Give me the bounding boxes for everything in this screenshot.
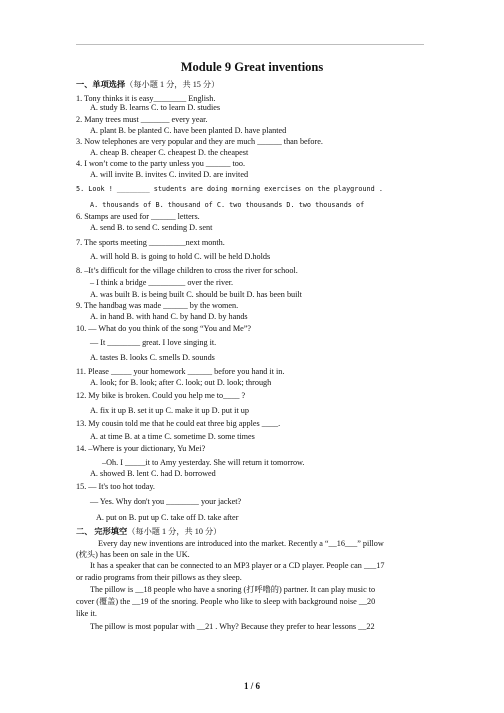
question-14: 14. –Where is your dictionary, Yu Mei? bbox=[76, 444, 206, 453]
question-12: 12. My bike is broken. Could you help me to____ ? bbox=[76, 391, 246, 400]
question-14-reply: –Oh. I _____it to Amy yesterday. She will return it tomorrow. bbox=[102, 458, 305, 467]
question-1: 1. Tony thinks it is easy________ English. bbox=[76, 94, 216, 103]
question-7-options: A. will hold B. is going to hold C. will be held D.holds bbox=[90, 252, 271, 261]
question-8-reply: – I think a bridge _________ over the river. bbox=[90, 278, 234, 287]
question-12-options: A. fix it up B. set it up C. make it up D. put it up bbox=[90, 406, 249, 415]
section-heading-label: 二、 完形填空 bbox=[76, 527, 128, 536]
question-5-options: A. thousands of B. thousand of C. two thousands D. two thousands of bbox=[90, 201, 365, 209]
question-2-options: A. plant B. be planted C. have been planted D. have planted bbox=[90, 126, 287, 135]
question-8-options: A. was built B. is being built C. should be built D. has been built bbox=[90, 290, 302, 299]
passage-line: Every day new inventions are introduced into the market. Recently a “__16___” pillow bbox=[98, 539, 384, 548]
question-4-options: A. will invite B. invites C. invited D. are invited bbox=[90, 170, 249, 179]
question-4: 4. I won’t come to the party unless you ______ too. bbox=[76, 159, 246, 168]
question-11: 11. Please _____ your homework ______ before you hand it in. bbox=[76, 367, 285, 376]
passage-line: cover (覆盖) the __19 of the snoring. People who like to sleep with background noise __20 bbox=[76, 597, 376, 606]
section-heading-label: 一、单项选择 bbox=[76, 80, 126, 89]
question-10-options: A. tastes B. looks C. smells D. sounds bbox=[90, 353, 215, 362]
question-2: 2. Many trees must _______ every year. bbox=[76, 115, 208, 124]
page-title: Module 9 Great inventions bbox=[180, 60, 324, 74]
question-6: 6. Stamps are used for ______ letters. bbox=[76, 212, 200, 221]
question-9-options: A. in hand B. with hand C. by hand D. by hands bbox=[90, 312, 248, 321]
passage-line: like it. bbox=[76, 609, 97, 618]
passage-line: The pillow is __18 people who have a snoring (打呼噜的) partner. It can play music to bbox=[90, 585, 376, 594]
passage-line: The pillow is most popular with __21 . Why? Because they prefer to hear lessons __22 bbox=[90, 622, 375, 631]
page-number: 1 / 6 bbox=[243, 681, 260, 691]
header-rule bbox=[76, 44, 424, 45]
question-14-options: A. showed B. lent C. had D. borrowed bbox=[90, 469, 216, 478]
question-13-options: A. at time B. at a time C. sometime D. some times bbox=[90, 432, 255, 441]
question-3: 3. Now telephones are very popular and they are much ______ than before. bbox=[76, 137, 323, 146]
section-score-note: （每小题 1 分，共 10 分） bbox=[127, 527, 222, 536]
question-10: 10. — What do you think of the song “You and Me”? bbox=[76, 324, 252, 333]
question-5: 5. Look ! ________ students are doing morning exercises on the playground . bbox=[76, 185, 383, 193]
question-7: 7. The sports meeting _________next month. bbox=[76, 238, 225, 247]
passage-line: (枕头) has been on sale in the UK. bbox=[76, 550, 190, 559]
question-10-reply: — It ________ great. I love singing it. bbox=[90, 338, 217, 347]
question-1-options: A. study B. learns C. to learn D. studies bbox=[90, 103, 221, 112]
question-9: 9. The handbag was made ______ by the women. bbox=[76, 301, 239, 310]
question-8: 8. –It’s difficult for the village children to cross the river for school. bbox=[76, 266, 298, 275]
section-score-note: （每小题 1 分，共 15 分） bbox=[125, 80, 220, 89]
section-heading-choice bbox=[76, 80, 219, 90]
question-15-options: A. put on B. put up C. take off D. take after bbox=[96, 513, 239, 522]
question-3-options: A. cheap B. cheaper C. cheapest D. the cheapest bbox=[90, 148, 249, 157]
question-13: 13. My cousin told me that he could eat three big apples ____. bbox=[76, 419, 281, 428]
question-6-options: A. send B. to send C. sending D. sent bbox=[90, 223, 213, 232]
question-11-options: A. look; for B. look; after C. look; out D. look; through bbox=[90, 378, 272, 387]
passage-line: It has a speaker that can be connected to an MP3 player or a CD player. People can ___17 bbox=[90, 561, 385, 570]
question-15: 15. — It's too hot today. bbox=[76, 482, 155, 491]
question-15-reply: — Yes. Why don't you ________ your jacket? bbox=[90, 497, 242, 506]
passage-line: or radio programs from their pillows as they sleep. bbox=[76, 573, 242, 582]
section-heading-cloze bbox=[76, 527, 221, 537]
